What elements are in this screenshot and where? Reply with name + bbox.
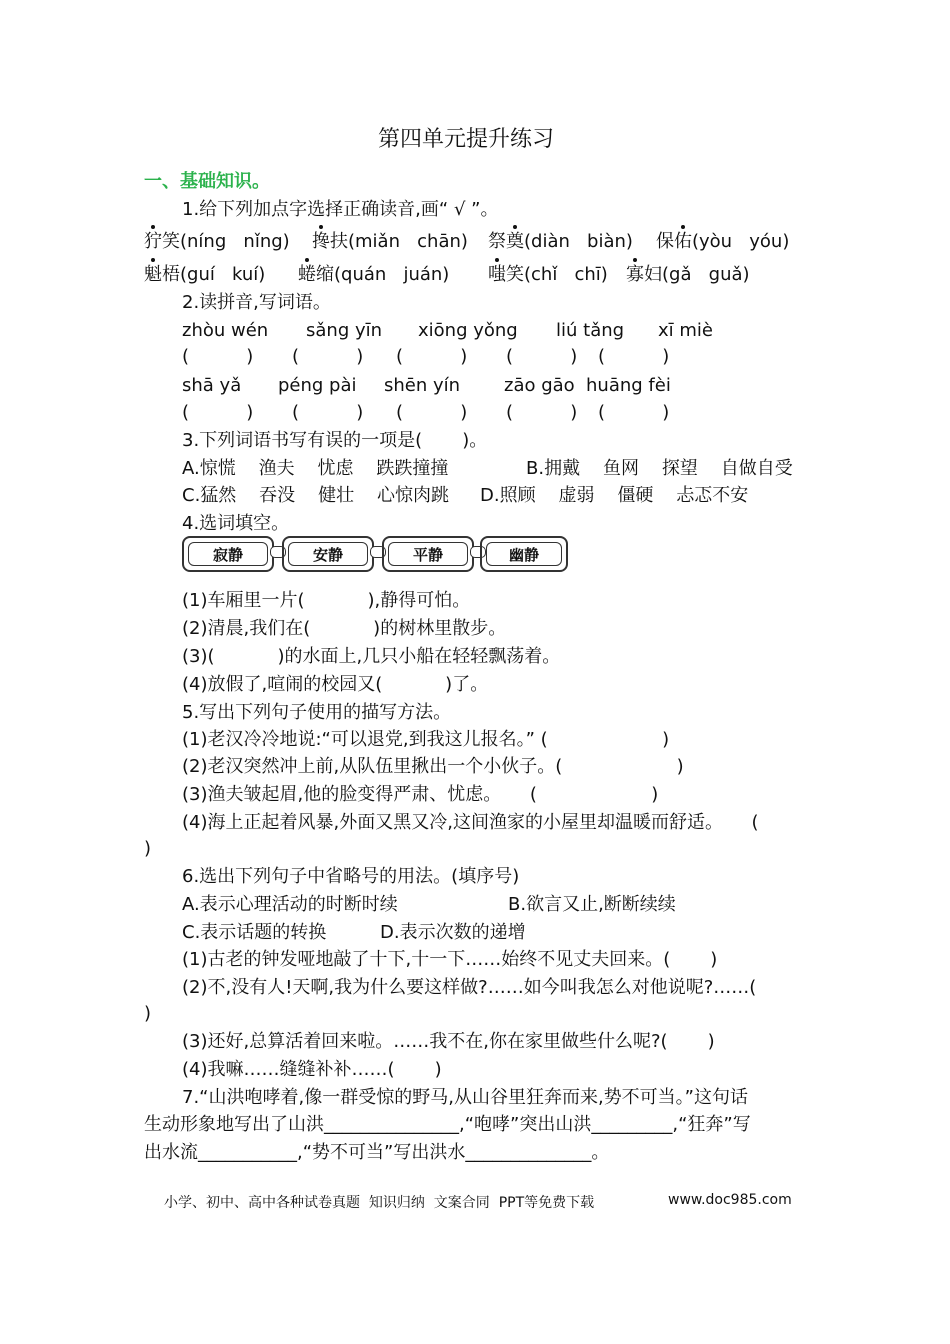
q3-option-c: C.猛然 吞没 健壮 心惊肉跳	[182, 485, 449, 506]
word-label: 安静	[288, 542, 368, 566]
answer-blank[interactable]: ( )	[506, 346, 578, 367]
emphasis-dot	[633, 258, 637, 262]
emphasis-dot	[151, 225, 155, 229]
q7-line: 7.“山洪咆哮着,像一群受惊的野马,从山谷里狂奔而来,势不可当。”这句话	[182, 1087, 748, 1108]
word-label: 平静	[388, 542, 468, 566]
q1-item: 狞笑(níng nǐng)	[144, 231, 290, 252]
q1-prompt: 1.给下列加点字选择正确读音,画“ √ ”。	[182, 199, 499, 220]
q5-sentence: (1)老汉冷冷地说:“可以退党,到我这儿报名。” ( )	[182, 729, 670, 750]
q4-sentence: (4)放假了,喧闹的校园又( )了。	[182, 674, 489, 695]
emphasis-dot	[681, 225, 685, 229]
q6-option-d: D.表示次数的递增	[380, 922, 526, 943]
q5-sentence: (4)海上正起着风暴,外面又黑又冷,这间渔家的小屋里却温暖而舒适。 (	[182, 812, 759, 833]
q6-sentence: (3)还好,总算活着回来啦。……我不在,你在家里做些什么呢?( )	[182, 1031, 715, 1052]
answer-blank[interactable]: ( )	[182, 402, 254, 423]
q6-option-c: C.表示话题的转换	[182, 922, 327, 943]
answer-blank[interactable]: ( )	[598, 346, 670, 367]
pinyin: xiōng yǒng	[418, 320, 518, 341]
q5-sentence: (3)渔夫皱起眉,他的脸变得严肃、忧虑。 ( )	[182, 784, 659, 805]
emphasis-dot	[513, 225, 517, 229]
page-title: 第四单元提升练习	[378, 127, 555, 152]
answer-blank[interactable]: ( )	[182, 346, 254, 367]
pinyin: shēn yín	[384, 375, 461, 396]
q6-sentence: (1)古老的钟发哑地敲了十下,十一下……始终不见丈夫回来。( )	[182, 949, 718, 970]
pinyin: zāo gāo	[504, 375, 575, 396]
pinyin: péng pài	[278, 375, 357, 396]
word-box	[282, 536, 374, 572]
pinyin: liú tǎng	[556, 320, 625, 341]
emphasis-dot	[305, 258, 309, 262]
pinyin: zhòu wén	[182, 320, 269, 341]
q2-prompt: 2.读拼音,写词语。	[182, 292, 331, 313]
footer-text: 小学、初中、高中各种试卷真题 知识归纳 文案合同 PPT等免费下载	[164, 1195, 595, 1211]
answer-blank[interactable]: ( )	[598, 402, 670, 423]
emphasis-dot	[495, 258, 499, 262]
q1-item: 搀扶(miǎn chān)	[312, 231, 468, 252]
q5-sentence: (2)老汉突然冲上前,从队伍里揪出一个小伙子。( )	[182, 756, 684, 777]
q5-sentence-end: )	[144, 838, 152, 859]
q6-prompt: 6.选出下列句子中省略号的用法。(填序号)	[182, 866, 520, 887]
q1-item: 魁梧(guí kuí)	[144, 264, 266, 285]
word-label: 寂静	[188, 542, 268, 566]
q5-prompt: 5.写出下列句子使用的描写方法。	[182, 702, 452, 723]
q4-sentence: (1)车厢里一片( ),静得可怕。	[182, 590, 471, 611]
q6-sentence: (2)不,没有人!天啊,我为什么要这样做?……如今叫我怎么对他说呢?……(	[182, 977, 757, 998]
pinyin: huāng fèi	[586, 375, 671, 396]
q1-item: 寡妇(gǎ guǎ)	[626, 264, 750, 285]
q1-item: 嗤笑(chǐ chī)	[488, 264, 608, 285]
footer-link[interactable]: www.doc985.com	[668, 1192, 792, 1208]
q3-prompt: 3.下列词语书写有误的一项是( )。	[182, 430, 488, 451]
q1-item: 蜷缩(quán juán)	[298, 264, 450, 285]
q3-option-b: B.拥戴 鱼网 探望 自做自受	[526, 458, 793, 479]
q1-item: 祭奠(diàn biàn)	[488, 231, 633, 252]
pinyin: shā yǎ	[182, 375, 242, 396]
q1-item: 保佑(yòu yóu)	[656, 231, 790, 252]
emphasis-dot	[319, 225, 323, 229]
q6-sentence-end: )	[144, 1003, 152, 1024]
answer-blank[interactable]: ( )	[506, 402, 578, 423]
q7-line: 出水流___________,“势不可当”写出洪水______________。	[144, 1142, 610, 1163]
emphasis-dot	[151, 258, 155, 262]
q4-sentence: (3)( )的水面上,几只小船在轻轻飘荡着。	[182, 646, 561, 667]
q7-line: 生动形象地写出了山洪_______________,“咆哮”突出山洪_________,“狂奔”写	[144, 1114, 751, 1135]
word-box	[382, 536, 474, 572]
word-box	[182, 536, 274, 572]
word-label: 幽静	[486, 542, 562, 566]
q4-prompt: 4.选词填空。	[182, 513, 290, 534]
answer-blank[interactable]: ( )	[292, 402, 364, 423]
q3-option-d: D.照顾 虚弱 僵硬 忐忑不安	[480, 485, 749, 506]
q6-option-b: B.欲言又止,断断续续	[508, 894, 676, 915]
answer-blank[interactable]: ( )	[396, 346, 468, 367]
word-box	[480, 536, 568, 572]
q4-sentence: (2)清晨,我们在( )的树林里散步。	[182, 618, 507, 639]
q6-option-a: A.表示心理活动的时断时续	[182, 894, 398, 915]
answer-blank[interactable]: ( )	[396, 402, 468, 423]
pinyin: sǎng yīn	[306, 320, 383, 341]
pinyin: xī miè	[658, 320, 713, 341]
section-heading: 一、基础知识。	[144, 171, 270, 192]
q6-sentence: (4)我嘛……缝缝补补……( )	[182, 1059, 442, 1080]
answer-blank[interactable]: ( )	[292, 346, 364, 367]
q3-option-a: A.惊慌 渔夫 忧虑 跌跌撞撞	[182, 458, 449, 479]
